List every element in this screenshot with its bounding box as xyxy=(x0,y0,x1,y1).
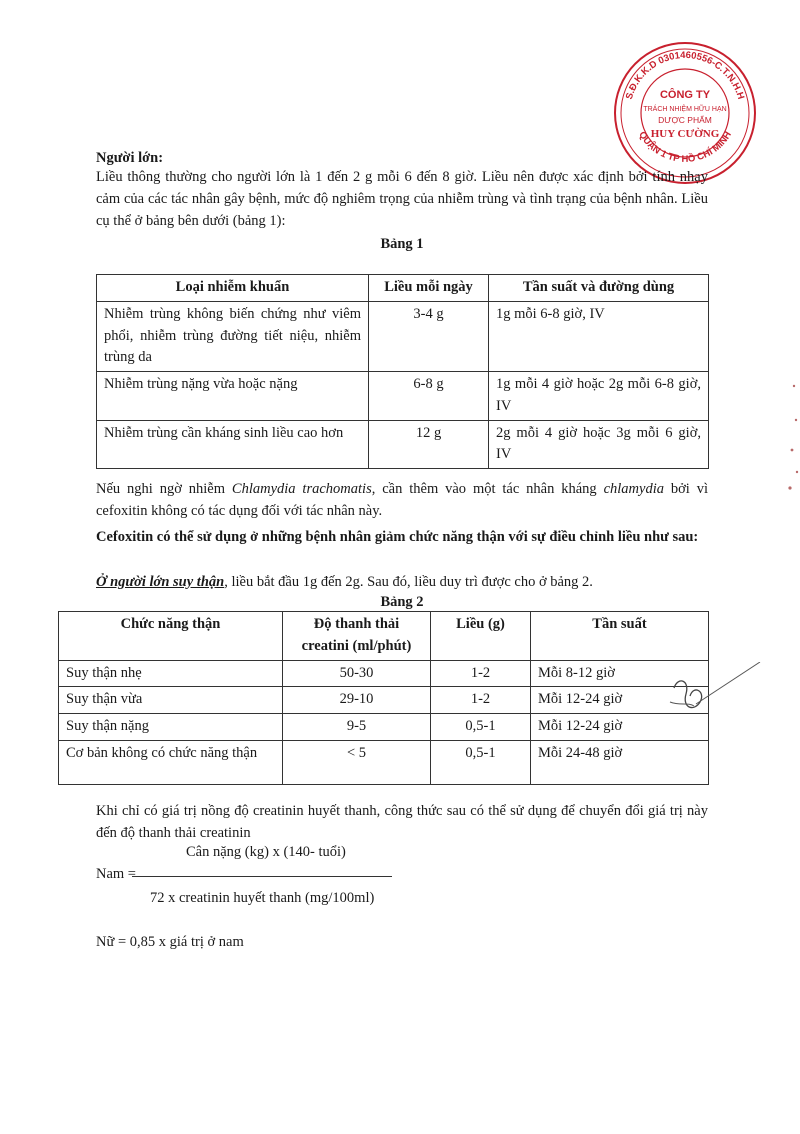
table-cell: Mỗi 12-24 giờ xyxy=(531,714,709,741)
svg-text:S.Đ.K.K.D 0301460556-C.T.N.H.H: S.Đ.K.K.D 0301460556-C.T.N.H.H xyxy=(623,49,747,101)
table-row xyxy=(97,420,709,469)
organism-name: chlamydia xyxy=(603,481,664,497)
note-text: bởi vì cefoxitin không có tác dụng đối với tác nhân này. xyxy=(96,481,708,519)
table-row xyxy=(59,740,709,784)
table-cell: Suy thận nặng xyxy=(59,714,283,741)
table-header-cell: Độ thanh thải creatini (ml/phút) xyxy=(283,612,431,661)
page-edge-marks xyxy=(780,380,800,500)
table-row xyxy=(59,660,709,687)
table-cell: 50-30 xyxy=(283,660,431,687)
formula-numerator: Cân nặng (kg) x (140- tuổi) xyxy=(186,844,346,860)
formula-denominator: 72 x creatinin huyết thanh (mg/100ml) xyxy=(150,890,375,906)
svg-text:CÔNG TY: CÔNG TY xyxy=(659,89,711,101)
svg-text:QUẬN 1 TP HỒ CHÍ MINH: QUẬN 1 TP HỒ CHÍ MINH xyxy=(636,129,734,165)
table-cell: 29-10 xyxy=(283,687,431,714)
note-text: Nếu nghi ngờ nhiễm xyxy=(96,481,232,497)
formula-male-label: Nam = xyxy=(96,866,136,882)
table-cell: < 5 xyxy=(283,740,431,784)
table-row xyxy=(97,301,709,371)
svg-text:HUY CƯỜNG: HUY CƯỜNG xyxy=(650,128,720,140)
table-cell: Nhiễm trùng không biến chứng như viêm phổi, nhiễm trùng đường tiết niệu, nhiễm trùng da xyxy=(97,301,369,371)
table-cell: Nhiễm trùng nặng vừa hoặc nặng xyxy=(97,372,369,421)
table-cell: 2g mỗi 4 giờ hoặc 3g mỗi 6 giờ, IV xyxy=(489,420,709,469)
table-row xyxy=(59,714,709,741)
table-header-row xyxy=(97,275,709,302)
table-header-cell: Tần suất và đường dùng xyxy=(489,275,709,302)
adult-heading: Người lớn: xyxy=(96,150,164,166)
table-cell: 0,5-1 xyxy=(431,714,531,741)
table-cell: 3-4 g xyxy=(369,301,489,371)
table-cell: 12 g xyxy=(369,420,489,469)
table-header-cell: Liều (g) xyxy=(431,612,531,661)
table-header-cell: Chức năng thận xyxy=(59,612,283,661)
note-text: , cần thêm vào một tác nhân kháng xyxy=(371,481,604,497)
table-header-row xyxy=(59,612,709,661)
table-cell: 0,5-1 xyxy=(431,740,531,784)
table-row xyxy=(97,372,709,421)
table2-caption: Bảng 2 xyxy=(380,594,424,610)
svg-text:DƯỢC PHẨM: DƯỢC PHẨM xyxy=(658,115,712,125)
table-cell: Suy thận nhẹ xyxy=(59,660,283,687)
adult-dose-paragraph: Liều thông thường cho người lớn là 1 đến 2 g mỗi 6 đến 8 giờ. Liều nên được xác định bởi tính nhạy cảm của các tác nhân gây bệnh, mức độ nghiêm trọng của nhiễm trùng và tình trạng của bệnh nhân. Liều cụ thể ở bảng bên dưới (bảng 1): xyxy=(96,169,708,229)
table-cell: 9-5 xyxy=(283,714,431,741)
chlamydia-note xyxy=(96,478,708,522)
table-cell: 1-2 xyxy=(431,660,531,687)
table-header-cell: Liều mỗi ngày xyxy=(369,275,489,302)
table-cell: Mỗi 12-24 giờ xyxy=(531,687,709,714)
table-cell: 1-2 xyxy=(431,687,531,714)
svg-text:TRÁCH NHIỆM HỮU HẠN: TRÁCH NHIỆM HỮU HẠN xyxy=(643,106,727,113)
company-seal-stamp xyxy=(612,40,758,186)
table-cell: Suy thận vừa xyxy=(59,687,283,714)
renal-adult-text: , liều bắt đầu 1g đến 2g. Sau đó, liều duy trì được cho ở bảng 2. xyxy=(224,574,593,590)
formula-female: Nữ = 0,85 x giá trị ở nam xyxy=(96,934,244,950)
table-cell: Mỗi 24-48 giờ xyxy=(531,740,709,784)
table-cell: 1g mỗi 4 giờ hoặc 2g mỗi 6-8 giờ, IV xyxy=(489,372,709,421)
table-cell: Mỗi 8-12 giờ xyxy=(531,660,709,687)
table-cell: Cơ bản không có chức năng thận xyxy=(59,740,283,784)
infection-dose-table xyxy=(96,274,709,469)
table-header-cell: Loại nhiễm khuẩn xyxy=(97,275,369,302)
renal-adult-lead: Ở người lớn suy thận xyxy=(96,574,225,590)
formula-intro: Khi chỉ có giá trị nồng độ creatinin huyết thanh, công thức sau có thể sử dụng để chuyển đổi giá trị này đến độ thanh thải creatinin xyxy=(96,803,708,841)
table-header-cell: Tần suất xyxy=(531,612,709,661)
fraction-bar xyxy=(132,876,392,877)
renal-adult-line xyxy=(96,572,708,594)
table-row xyxy=(59,687,709,714)
table-cell: 1g mỗi 6-8 giờ, IV xyxy=(489,301,709,371)
renal-adjustment-paragraph: Cefoxitin có thể sử dụng ở những bệnh nhân giảm chức năng thận với sự điều chỉnh liều như sau: xyxy=(96,529,699,545)
handwritten-signature xyxy=(660,662,770,732)
organism-name: Chlamydia trachomatis xyxy=(231,481,372,497)
table-cell: 6-8 g xyxy=(369,372,489,421)
table-cell: Nhiễm trùng cần kháng sinh liều cao hơn xyxy=(97,420,369,469)
table1-caption: Bảng 1 xyxy=(380,236,424,252)
renal-dose-table xyxy=(58,611,709,785)
